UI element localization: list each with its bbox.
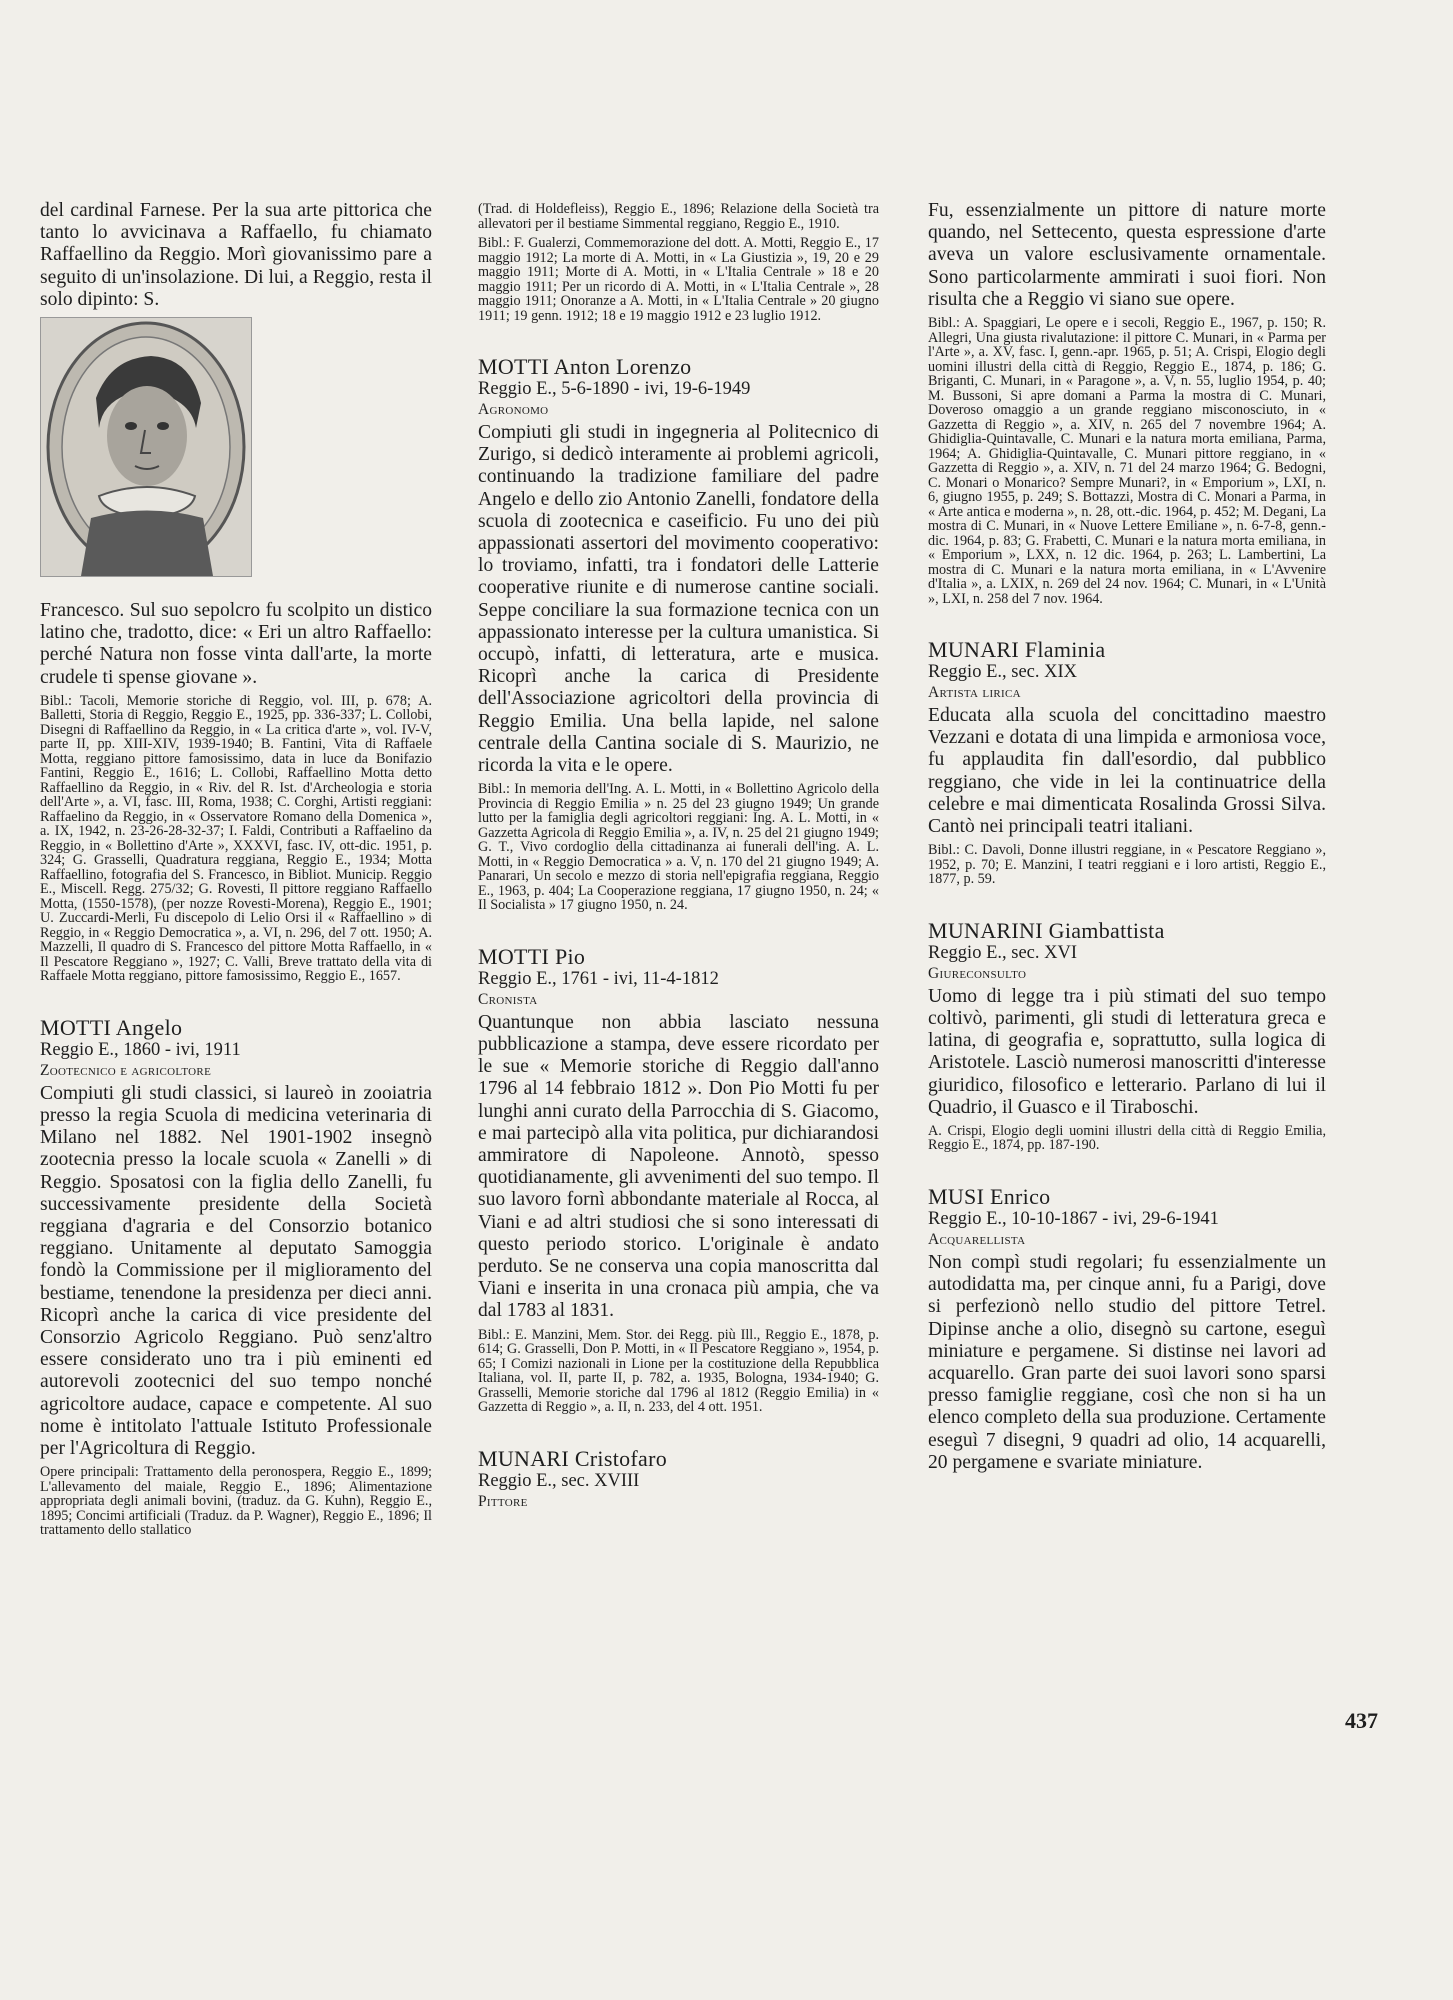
entry-name: MUNARINI Giambattista [928,917,1165,943]
entry-name: MOTTI Anton Lorenzo [478,354,692,379]
portrait-image [40,317,252,577]
entry-role: Artista lirica [928,684,1021,702]
entry-text: Compiuti gli studi in ingegneria al Politecnico di Zurigo, si dedicò interamente ai problemi agricoli, continuando la tradizione familiare del padre Angelo e dello zio Antonio Zanelli, fondatore della scuola di zootecnica e caseificio. Fu uno dei più appassionati assertori del movimento cooperativo: lo troviamo, infatti, tra i fondatori delle Latterie cooperative riunite e di numerose cantine sociali. Seppe conciliare la sua formazione tecnica con un appassionato interesse per la cultura umanistica. Si occupò, infatti, di letteratura, arte e musica. Ricoprì anche la carica di Presidente dell'Associazione agricoltori della provincia di Reggio Emilia. Una bella lapide, nel salone centrale della Cantina sociale di S. Maurizio, ne ricorda la vita e le opere. [478,422,879,777]
entry-dates: Reggio E., sec. XVI [928,942,1077,963]
top-bibliography-2: Bibl.: F. Gualerzi, Commemorazione del dott. A. Motti, Reggio E., 17 maggio 1912; La morte di A. Motti, in « La Giustizia », 19, 20 e 29 maggio 1911; Morte di A. Motti, in « L'Italia Centrale » 18 e 20 maggio 1911; Per un ricordo di A. Motti, in « L'Italia Centrale », 28 maggio 1911; Onoranze a A. Motti, in « L'Italia Centrale » 20 giugno 1911; 19 genn. 1912; 18 e 19 maggio 1912 e 23 luglio 1912. [478,235,879,324]
intro-text: del cardinal Farnese. Per la sua arte pittorica che tanto lo avvicinava a Raffaello, fu chiamato Raffaellino da Reggio. Morì giovanissimo pare a seguito di un'insolazione. Di lui, a Reggio, resta il solo dipinto: S. [40,200,432,310]
column-middle [478,200,879,1514]
continuation-text: Francesco. Sul suo sepolcro fu scolpito un distico latino che, tradotto, dice: « Eri un altro Raffaello: perché Natura non fosse vinta dall'arte, la morte crudele ti spense giovane ». [40,600,432,688]
entry-role: Acquarellista [928,1230,1026,1248]
entry-bibliography: Bibl.: C. Davoli, Donne illustri reggiane, in « Pescatore Reggiano », 1952, p. 70; E. Manzini, I teatri reggiani e i loro artisti, Reggio E., 1877, p. 59. [928,842,1326,888]
entry-name: MUNARI Cristofaro [478,1445,668,1471]
intro-bibliography: Bibl.: A. Spaggiari, Le opere e i secoli, Reggio E., 1967, p. 150; R. Allegri, Una giusta rivalutazione: il pittore C. Munari, in « Parma per l'Arte », a. XV, fasc. I, genn.-apr. 1965, p. 51; A. Crispi, Elogio degli uomini illustri della città di Reggio, Reggio E., 1874, p. 186; G. Briganti, C. Munari, in « Paragone », a. V, n. 55, luglio 1954, p. 40; M. Bussoni, Si apre domani a Parma la mostra di C. Munari, Doveroso omaggio a un grande reggiano misconosciuto, in « Gazzetta di Reggio », a. XIV, n. 265 del 7 novembre 1964; A. Ghidiglia-Quintavalle, C. Munari e la natura morta emiliana, Parma, 1964; A. Ghidiglia-Quintavalle, C. Munari pittore reggiano, in « Gazzetta di Reggio », a. XIV, n. 71 del 24 marzo 1964; G. Bedogni, C. Monari o Monarico? Sempre Munari?, in « Emporium », LXI, n. 6, giugno 1955, p. 249; S. Bottazzi, Mostra di C. Monari a Parma, in « Arte antica e moderna », n. 28, ott.-dic. 1964, p. 452; M. Degani, La mostra di C. Munari, in « Nuove Lettere Emiliane », n. 6-7-8, genn.-dic. 1964, p. 83; G. Frabetti, C. Munari e la natura morta emiliana, in « Emporium », LXX, n. 12 dic. 1964, p. 263; L. Lambertini, La mostra di C. Munari e la natura morta emiliana, in « L'Avvenire d'Italia », a. LXIX, n. 269 del 24 nov. 1964; C. Munari, in « L'Unità », LXI, n. 258 del 7 nov. 1964. [928,315,1326,607]
entry-text: Compiuti gli studi classici, si laureò in zooiatria presso la regia Scuola di medicina veterinaria di Milano nel 1882. Nel 1901-1902 insegnò zootecnia presso la locale scuola « Zanelli » di Reggio. Sposatosi con la figlia dello Zanelli, fu successivamente presidente della Società reggiana d'agraria e del Consorzio botanico reggiano. Unitamente al deputato Samoggia fondò la Commissione per il miglioramento del bestiame, tenendone la presidenza per dieci anni. Ricoprì anche la carica di vice presidente del Consorzio Agricolo Reggiano. Può senz'altro essere considerato uno tra i più eminenti ed autorevoli zootecnici del suo tempo nonché agricoltore audace, capace e competente. Al suo nome è intitolato l'attuale Istituto Professionale per l'Agricoltura di Reggio. [40,1082,432,1460]
entry-dates: Reggio E., 5-6-1890 - ivi, 19-6-1949 [478,379,751,399]
entry-bibliography: A. Crispi, Elogio degli uomini illustri della città di Reggio Emilia, Reggio E., 1874, pp. 187-190. [928,1122,1326,1154]
top-bibliography: (Trad. di Holdefleiss), Reggio E., 1896; Relazione della Società tra allevatori per il bestiame Simmental reggiano, Reggio E., 1910. [478,201,879,232]
entry-text: Uomo di legge tra i più stimati del suo tempo coltivò, parimenti, gli studi di letteratura greca e latina, di geografia e, soprattutto, sulla logica di Aristotele. Lasciò numerosi manoscritti d'interesse giuridico, filosofico e letterario. Parlano di lui il Quadrio, il Guasco e il Tiraboschi. [928,985,1326,1118]
entry-name: MUNARI Flaminia [928,637,1106,663]
entry-dates: Reggio E., sec. XVIII [478,1470,640,1491]
entry-bibliography: Bibl.: In memoria dell'Ing. A. L. Motti, in « Bollettino Agricolo della Provincia di Reggio Emilia » n. 25 del 23 giugno 1949; Un grande lutto per la famiglia degli agricoltori reggiani: Ing. A. L. Motti, in « Gazzetta Agricola di Reggio Emilia », a. IV, n. 25 del 21 giugno 1949; G. T., Vivo cordoglio della cittadinanza ai funerali dell'ing. A. L. Motti, in « Reggio Democratica » a. V, n. 170 del 21 giugno 1949; A. Panarari, Un secolo e mezzo di storia nell'epigrafia reggiana, Reggio E., 1963, p. 404; La Cooperazione reggiana, 17 giugno 1950, n. 24; « Il Socialista » 17 giugno 1950, n. 24. [478,781,879,914]
entry-role: Giureconsulto [928,964,1027,982]
entry-role: Cronista [478,990,538,1008]
column-left [40,200,432,1538]
entry-role: Agronomo [478,401,549,418]
entry-bibliography: Opere principali: Trattamento della peronospera, Reggio E., 1899; L'allevamento del maiale, Reggio E., 1896; Alimentazione appropriata degli animali bovini, (traduz. da G. Kuhn), Reggio E., 1895; Concimi artificiali (Traduz. da P. Wagner), Reggio E., 1896; Il trattamento dello stallatico [40,1464,432,1539]
entry-text: Educata alla scuola del concittadino maestro Vezzani e dotata di una limpida e armoniosa voce, fu applaudita fin dall'esordio, dal pubblico reggiano, che vide in lei la continuatrice della celebre e mai dimenticata Rosalinda Grossi Silva. Cantò nei principali teatri italiani. [928,705,1326,838]
entry-bibliography: Bibl.: E. Manzini, Mem. Stor. dei Regg. più Ill., Reggio E., 1878, p. 614; G. Grasselli, Don P. Motti, in « Il Pescatore Reggiano », 1954, p. 65; I Comizi nazionali in Lione per la costituzione della Repubblica Italiana, vol. II, parte II, p. 782, a. 1935, Bologna, 1934-1940; G. Grasselli, Memorie storiche dal 1796 al 1812 (Reggio Emilia) in « Gazzetta di Reggio », a. II, n. 233, del 4 ott. 1951. [478,1326,879,1416]
page-number: 437 [1345,1708,1378,1733]
bibliography: Bibl.: Tacoli, Memorie storiche di Reggio, vol. III, p. 678; A. Balletti, Storia di Reggio, Reggio E., 1925, pp. 336-337; L. Collobi, Disegni di Raffaellino da Reggio, in « La critica d'arte », vol. IV-V, parte II, pp. XIII-XIV, 1939-1940; B. Fantini, Vita di Raffaele Motta, reggiano pittore famosissimo, data in luce da Bonifazio Fantini, Reggio E., 1616; L. Collobi, Raffaellino Motta detto Raffaellino da Reggio, in « Riv. del R. Ist. d'Archeologia e storia dell'Arte », a. VI, fasc. III, Roma, 1938; C. Corghi, Artisti reggiani: Raffaelino da Reggio, in « Osservatore Romano della Domenica », a. IX, 1942, n. 23-26-28-32-37; I. Faldi, Contributi a Raffaelino da Reggio, in « Bollettino d'Arte », XXXVI, fasc. IV, ott-dic. 1951, p. 324; G. Grasselli, Quadratura reggiana, Reggio E., 1934; Motta Raffaellino, fotografia del S. Francesco, in Bibliot. Municip. Reggio E., Miscell. Regg. 275/32; G. Rovesti, Il pittore reggiano Raffaello Motta, (1550-1578), (per nozze Rovesti-Morena), Reggio E., 1901; U. Zuccardi-Merli, Fu discepolo di Lelio Orsi il « Raffaellino » di Reggio, in « Reggio Democratica », a. VI, n. 296, del 7 ott. 1950; A. Mazzelli, Il quadro di S. Francesco del pittore Motta Raffaello, in « Il Pescatore Reggiano », 1927; C. Valli, Breve trattato della vita di Raffaele Motta reggiano, pittore famosissimo, Reggio E., 1657. [40,692,432,985]
entry-text: Non compì studi regolari; fu essenzialmente un autodidatta ma, per cinque anni, fu a Parigi, dove si perfezionò nello studio del pittore Tetrel. Dipinse anche a olio, disegnò su cartone, eseguì miniature e pergamene. Si distinse nei lavori ad acquarello. Gran parte dei suoi lavori sono sparsi presso famiglie reggiane, così che non si ha un elenco completo della sua produzione. Certamente eseguì 7 disegni, 9 quadri ad olio, 14 acquarelli, 20 pergamene e svariate miniature. [928,1251,1326,1473]
entry-dates: Reggio E., 10-10-1867 - ivi, 29-6-1941 [928,1208,1219,1229]
intro-text: Fu, essenzialmente un pittore di nature morte quando, nel Settecento, questa espressione d'arte aveva un valore esclusivamente ornamentale. Sono particolarmente ammirati i suoi fiori. Non risulta che a Reggio vi siano sue opere. [928,200,1326,310]
entry-dates: Reggio E., 1860 - ivi, 1911 [40,1039,241,1060]
entry-role: Zootecnico e agricoltore [40,1061,212,1079]
column-right [928,200,1326,1474]
entry-name: MUSI Enrico [928,1183,1051,1209]
entry-name: MOTTI Angelo [40,1014,183,1040]
entry-dates: Reggio E., 1761 - ivi, 11-4-1812 [478,968,719,989]
entry-role: Pittore [478,1492,528,1510]
entry-name: MOTTI Pio [478,943,586,969]
entry-text: Quantunque non abbia lasciato nessuna pubblicazione a stampa, deve essere ricordato per le sue « Memorie storiche di Reggio dall'anno 1796 al 14 febbraio 1812 ». Don Pio Motti fu per lunghi anni curato della Parrocchia di S. Giacomo, e mai partecipò alla vita politica, pur dichiarandosi ammiratore di Napoleone. Annotò, spesso quotidianamente, gli avvenimenti del suo tempo. Il suo lavoro fornì abbondante materiale al Rocca, al Viani e ad altri studiosi che si sono interessati di questo periodo storico. L'originale è andato perduto. Se ne conserva una copia manoscritta dal Viani e inserita in una cronaca più ampia, che va dal 1783 al 1831. [478,1011,879,1322]
entry-dates: Reggio E., sec. XIX [928,662,1077,683]
